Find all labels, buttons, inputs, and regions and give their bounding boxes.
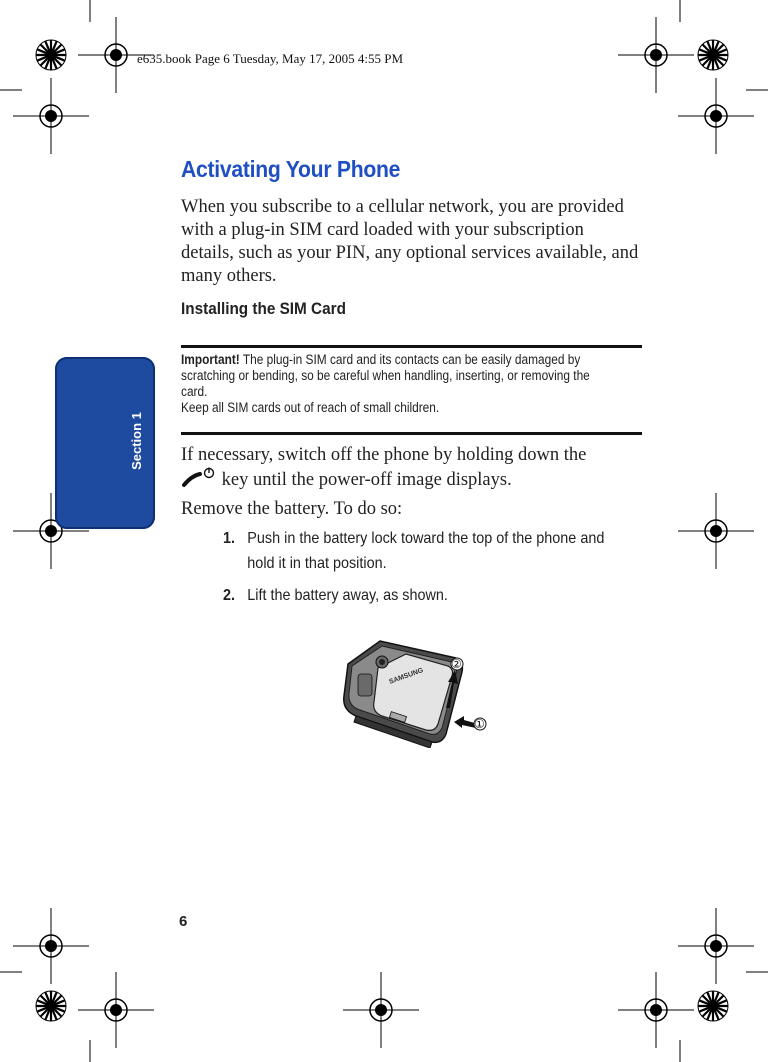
note-top-rule xyxy=(181,345,642,348)
section-tab-label: Section 1 xyxy=(129,412,144,470)
note-text: The plug-in SIM card and its contacts can be easily damaged by scratching or bending, so be careful when handling, inserting, or removing the card. xyxy=(181,352,590,399)
page-title: Activating Your Phone xyxy=(181,156,401,182)
step-number: 1. xyxy=(223,530,236,547)
important-note xyxy=(181,352,595,416)
note-bottom-rule xyxy=(181,432,642,435)
power-off-paragraph xyxy=(181,444,651,492)
brand-label: SAMSUNG xyxy=(388,667,425,686)
list-item xyxy=(223,583,610,608)
step-number: 2. xyxy=(223,587,236,604)
steps-list xyxy=(223,526,610,615)
remove-battery-paragraph: Remove the battery. To do so: xyxy=(181,499,403,519)
print-header-meta: e635.book Page 6 Tuesday, May 17, 2005 4:55 PM xyxy=(137,51,404,66)
callout-2: ② xyxy=(451,657,462,671)
power-text-before: If necessary, switch off the phone by holding down the xyxy=(181,445,587,465)
step-text: Push in the battery lock toward the top of the phone and hold it in that position. xyxy=(247,530,605,572)
power-text-after: key until the power-off image displays. xyxy=(217,470,512,490)
end-power-key-icon xyxy=(181,467,217,489)
intro-paragraph: When you subscribe to a cellular network, you are provided with a plug-in SIM card loaded with your subscription details, such as your PIN, any optional services available, and many others. xyxy=(181,197,639,286)
note-text-2: Keep all SIM cards out of reach of small children. xyxy=(181,400,440,415)
step-text: Lift the battery away, as shown. xyxy=(247,587,448,604)
list-item xyxy=(223,526,610,576)
section-subheading: Installing the SIM Card xyxy=(181,299,346,318)
note-label: Important! xyxy=(181,352,240,367)
battery-removal-illustration xyxy=(338,636,488,748)
callout-1: ① xyxy=(474,717,485,731)
page-number: 6 xyxy=(179,913,188,930)
